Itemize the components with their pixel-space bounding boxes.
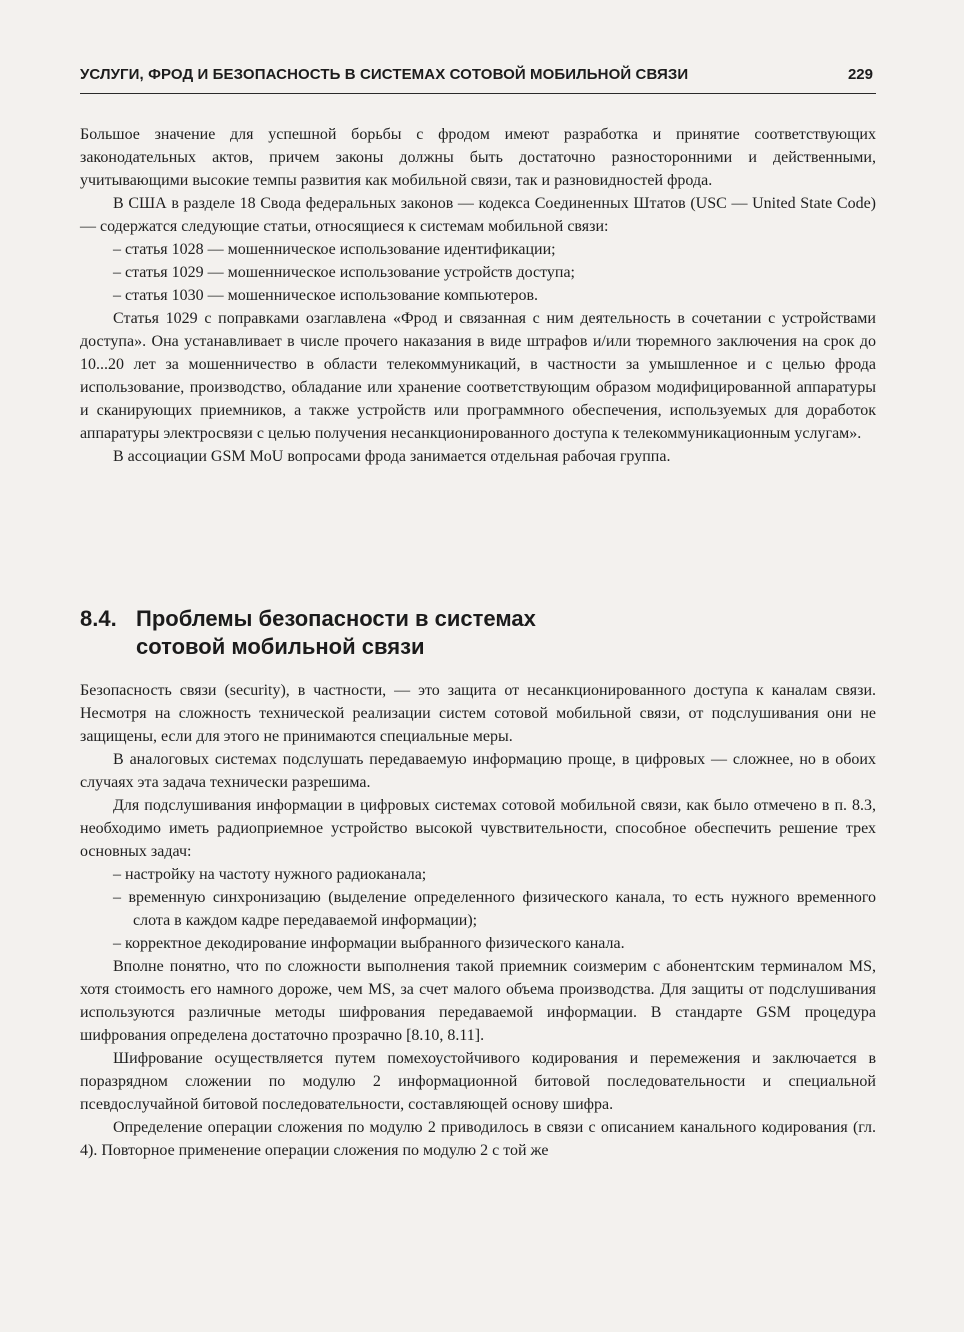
paragraph: Вполне понятно, что по сложности выполнения такой приемник соизмерим с абонентским терминалом MS, хотя стоимость его намного дороже, чем MS, за счет малого объема производства. Для защиты от подслушивания используются различные методы шифрования передаваемой информации. В стандарте GSM процедура шифрования определена достаточно прозрачно [8.10, 8.11].: [80, 958, 876, 1044]
list-item: – статья 1029 — мошенническое использование устройств доступа;: [113, 264, 575, 281]
page-header: [80, 63, 876, 94]
section-legislation: [80, 123, 876, 468]
paragraph: Безопасность связи (security), в частности, — это защита от несанкционированного доступа к каналам связи. Несмотря на сложность технической реализации систем сотовой мобильной связи, от подслушивания они не защищены, если для этого не принимаются специальные меры.: [80, 682, 876, 745]
list-item: – настройку на частоту нужного радиоканала;: [113, 866, 427, 883]
paragraph: Определение операции сложения по модулю 2 приводилось в связи с описанием канального кодирования (гл. 4). Повторное применение операции сложения по модулю 2 с той же: [80, 1119, 876, 1159]
list-item: – корректное декодирование информации выбранного физического канала.: [113, 935, 625, 952]
paragraph: В ассоциации GSM MoU вопросами фрода занимается отдельная рабочая группа.: [113, 448, 671, 465]
section-title-line: сотовой мобильной связи: [136, 634, 425, 659]
paragraph: Для подслушивания информации в цифровых системах сотовой мобильной связи, как было отмечено в п. 8.3, необходимо иметь радиоприемное устройство высокой чувствительности, способное обеспечить решение трех основных задач:: [80, 797, 876, 860]
list-item: – статья 1028 — мошенническое использование идентификации;: [113, 241, 556, 258]
paragraph: Шифрование осуществляется путем помехоустойчивого кодирования и перемежения и заключается в поразрядном сложении по модулю 2 информационной битовой последовательности и специальной псевдослучайной битовой последовательности, составляющей основу шифра.: [80, 1050, 876, 1113]
book-page: [80, 0, 876, 1332]
list-item: – временную синхронизацию (выделение определенного физического канала, то есть нужного временного слота в каждом кадре передаваемой информации);: [113, 889, 876, 929]
paragraph: В США в разделе 18 Свода федеральных законов — кодекса Соединенных Штатов (USC — United State Code) — содержатся следующие статьи, относящиеся к системам мобильной связи:: [80, 195, 876, 235]
paragraph: В аналоговых системах подслушать передаваемую информацию проще, в цифровых — сложнее, но в обоих случаях эта задача технически разрешима.: [80, 751, 876, 791]
paragraph: Статья 1029 с поправками озаглавлена «Фрод и связанная с ним деятельность в сочетании с устройствами доступа». Она устанавливает в числе прочего наказания в виде штрафов и/или тюремного заключения на срок до 10...20 лет за мошенничество в области телекоммуникаций, в частности за умышленное и с целью фрода использование, производство, обладание или хранение соответствующим образом модифицированной аппаратуры и сканирующих приемников, а также устройств или программного обеспечения, используемых для доработок аппаратуры электросвязи с целью получения несанкционированного доступа к телекоммуникационным услугам».: [80, 310, 876, 442]
list-item: – статья 1030 — мошенническое использование компьютеров.: [113, 287, 538, 304]
paragraph: Большое значение для успешной борьбы с фродом имеют разработка и принятие соответствующих законодательных актов, причем законы должны быть достаточно разносторонними и действенными, учитывающими высокие темпы развития как мобильной связи, так и разновидностей фрода.: [80, 126, 876, 189]
section-number: 8.4.: [80, 606, 117, 631]
section-security: [80, 679, 876, 1162]
section-title: [136, 605, 656, 661]
section-title-line: Проблемы безопасности в системах: [136, 606, 536, 631]
page-number: 229: [847, 66, 873, 83]
running-title: УСЛУГИ, ФРОД И БЕЗОПАСНОСТЬ В СИСТЕМАХ СОТОВОЙ МОБИЛЬНОЙ СВЯЗИ: [80, 66, 689, 83]
